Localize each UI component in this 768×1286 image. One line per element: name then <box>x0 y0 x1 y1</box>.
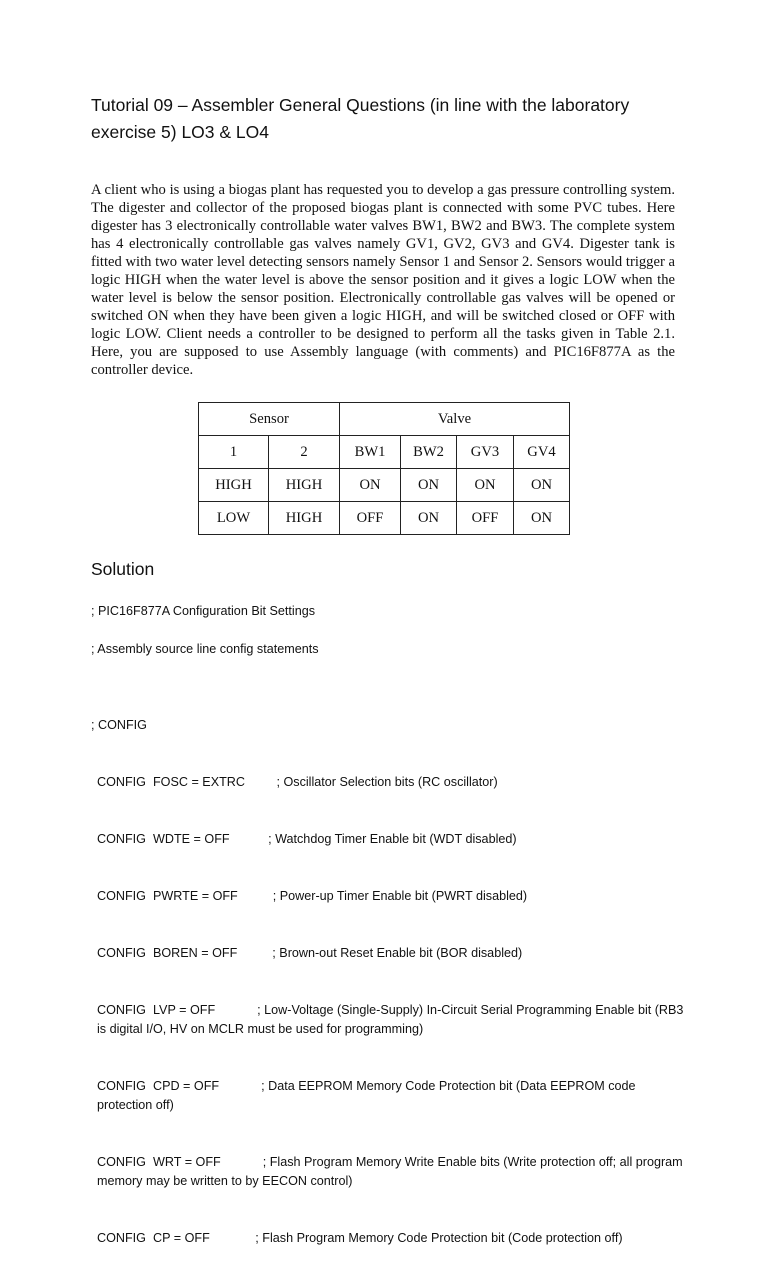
config-line <box>91 1001 691 1039</box>
config-comment: ; Power-up Timer Enable bit (PWRT disabled) <box>272 889 528 903</box>
config-line <box>91 830 691 849</box>
code-spacing <box>230 832 269 846</box>
config-comment: ; Data EEPROM Memory Code Protection bit (Data EEPROM code protection off) <box>97 1079 640 1112</box>
solution-heading: Solution <box>91 559 155 579</box>
code-spacing <box>237 946 272 960</box>
table-cell: ON <box>401 469 457 502</box>
code-spacing <box>238 889 273 903</box>
code-spacing <box>215 1003 257 1017</box>
config-statement: CONFIG WRT = OFF <box>97 1155 221 1169</box>
config-statement: CONFIG PWRTE = OFF <box>97 889 238 903</box>
config-line <box>91 773 691 792</box>
code-spacing <box>221 1155 263 1169</box>
config-comment: ; Flash Program Memory Code Protection bit (Code protection off) <box>255 1231 623 1245</box>
table-row <box>199 502 570 535</box>
table-header-group-row <box>199 403 570 436</box>
header-valve: Valve <box>340 403 570 436</box>
table-cell: ON <box>514 502 570 535</box>
column-header: BW1 <box>340 436 401 469</box>
table-row <box>199 469 570 502</box>
code-comment: ; PIC16F877A Configuration Bit Settings <box>91 604 316 618</box>
problem-description: A client who is using a biogas plant has requested you to develop a gas pressure controlling system. The digester and collector of the proposed biogas plant is connected with some PVC tubes. Here digester has 3 electronically controllable water valves BW1, BW2 and BW3. The complete system has 4 electronically controllable gas valves namely GV1, GV2, GV3 and GV4. Digester tank is fitted with two water level detecting sensors namely Sensor 1 and Sensor 2. Sensors would trigger a logic HIGH when the water level is above the sensor position and it gives a logic LOW when the water level is below the sensor position. Electronically controllable gas valves will be opened or switched ON when they have been given a logic HIGH, and will be switched closed or OFF with logic LOW. Client needs a controller to be designed to perform all the tasks given in Table 2.1. Here, you are supposed to use Assembly language (with comments) and PIC16F877A as the controller device. <box>91 182 675 378</box>
config-statement: CONFIG CP = OFF <box>97 1231 210 1245</box>
code-comment: ; CONFIG <box>91 718 147 732</box>
page-title: Tutorial 09 – Assembler General Questions (in line with the laboratory exercise 5) LO3 & LO4 <box>91 95 630 142</box>
config-block <box>91 678 691 1286</box>
config-comment: ; Flash Program Memory Write Enable bits (Write protection off; all program memory may be written to by EECON control) <box>97 1155 687 1188</box>
table-cell: LOW <box>199 502 269 535</box>
config-comment: ; Low-Voltage (Single-Supply) In-Circuit Serial Programming Enable bit (RB3 is digital I/O, HV on MCLR must be used for programming) <box>97 1003 687 1036</box>
config-statement: CONFIG BOREN = OFF <box>97 946 238 960</box>
config-statement: CONFIG LVP = OFF <box>97 1003 216 1017</box>
column-header: 2 <box>269 436 340 469</box>
column-header: GV3 <box>457 436 514 469</box>
table-cell: ON <box>514 469 570 502</box>
code-spacing <box>219 1079 261 1093</box>
config-line <box>91 1077 691 1115</box>
config-line <box>91 1229 691 1248</box>
table-header-row <box>199 436 570 469</box>
table-cell: OFF <box>457 502 514 535</box>
config-statement: CONFIG CPD = OFF <box>97 1079 220 1093</box>
table-cell: OFF <box>340 502 401 535</box>
code-spacing <box>210 1231 256 1245</box>
header-sensor: Sensor <box>199 403 340 436</box>
config-line <box>91 944 691 963</box>
code-comment: ; Assembly source line config statements <box>91 642 319 656</box>
column-header: 1 <box>199 436 269 469</box>
config-line <box>91 1153 691 1191</box>
table-cell: ON <box>457 469 514 502</box>
table-cell: HIGH <box>269 469 340 502</box>
code-spacing <box>245 775 277 789</box>
table-cell: HIGH <box>199 469 269 502</box>
truth-table <box>198 402 570 535</box>
table-cell: ON <box>401 502 457 535</box>
config-statement: CONFIG FOSC = EXTRC <box>97 775 245 789</box>
table-cell: ON <box>340 469 401 502</box>
table-cell: HIGH <box>269 502 340 535</box>
config-statement: CONFIG WDTE = OFF <box>97 832 230 846</box>
config-comment: ; Oscillator Selection bits (RC oscillator) <box>276 775 498 789</box>
column-header: GV4 <box>514 436 570 469</box>
config-line <box>91 887 691 906</box>
config-comment: ; Watchdog Timer Enable bit (WDT disabled) <box>268 832 517 846</box>
config-comment: ; Brown-out Reset Enable bit (BOR disabled) <box>272 946 523 960</box>
column-header: BW2 <box>401 436 457 469</box>
